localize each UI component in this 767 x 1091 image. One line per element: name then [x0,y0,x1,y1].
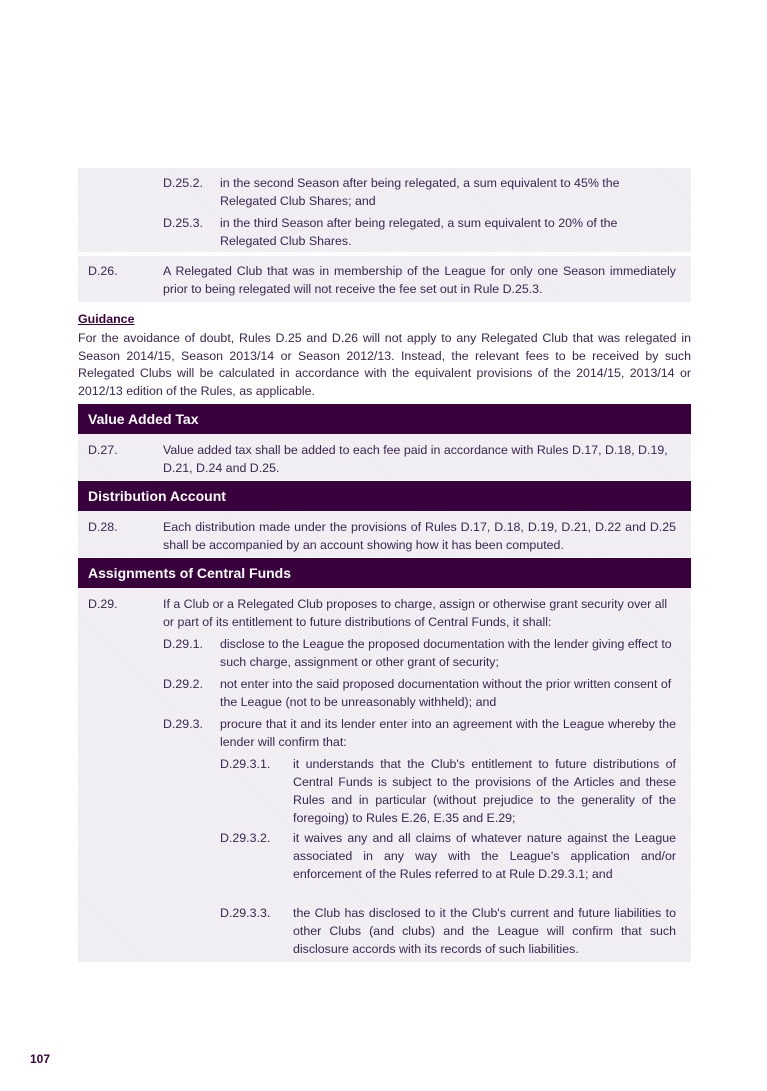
section-heading-assignments: Assignments of Central Funds [78,558,691,588]
rule-block-d26 [78,256,691,302]
rule-text-d25-2: in the second Season after being relegated, a sum equivalent to 45% the Relegated Club Shares; and [220,176,620,208]
section-heading-distribution: Distribution Account [78,481,691,511]
rule-number-d29-3-2: D.29.3.2. [220,831,271,845]
rule-number-d29-1: D.29.1. [163,637,203,651]
rule-text-d29-3-3: the Club has disclosed to it the Club's current and future liabilities to other Clubs (and clubs) and the League will confirm that such disclosure accords with its records of such liabilities. [293,906,676,956]
rule-text-d26: A Relegated Club that was in membership of the League for only one Season immediately prior to being relegated will not receive the fee set out in Rule D.25.3. [163,264,676,296]
rule-text-d29-3: procure that it and its lender enter into an agreement with the League whereby the lender will confirm that: [220,717,676,749]
rule-number-d29-3: D.29.3. [163,717,203,731]
rule-number-d27: D.27. [88,443,118,457]
rule-number-d29-3-1: D.29.3.1. [220,757,271,771]
rule-text-d25-3: in the third Season after being relegated, a sum equivalent to 20% of the Relegated Club Shares. [220,216,618,248]
guidance-text: For the avoidance of doubt, Rules D.25 and D.26 will not apply to any Relegated Club that was relegated in Season 2014/15, Season 2013/14 or Season 2012/13. Instead, the relevant fees to be received by such Relegated Clubs will be calculated in accordance with the equivalent provisions of the 2014/15, 2013/14 or 2012/13 edition of the Rules, as applicable. [78,331,691,398]
rule-number-d25-3: D.25.3. [163,216,203,230]
guidance-title: Guidance [78,312,135,326]
rule-text-d29-2: not enter into the said proposed documentation without the prior written consent of the League (not to be unreasonably withheld); and [220,677,672,709]
page-number: 107 [30,1052,51,1066]
rule-number-d29: D.29. [88,597,118,611]
rule-text-d27: Value added tax shall be added to each fee paid in accordance with Rules D.17, D.18, D.19, D.21, D.24 and D.25. [163,443,668,475]
rule-text-d29-3-2: it waives any and all claims of whatever nature against the League associated in any way with the League's application and/or enforcement of the Rules referred to at Rule D.29.3.1; and [293,831,676,881]
section-heading-vat: Value Added Tax [78,404,691,434]
rule-number-d25-2: D.25.2. [163,176,203,190]
rule-text-d29-1: disclose to the League the proposed documentation with the lender giving effect to such charge, assignment or other grant of security; [220,637,672,669]
rule-text-d28: Each distribution made under the provisions of Rules D.17, D.18, D.19, D.21, D.22 and D.25 shall be accompanied by an account showing how it has been computed. [163,520,676,552]
rule-text-d29: If a Club or a Relegated Club proposes to charge, assign or otherwise grant security over all or part of its entitlement to future distributions of Central Funds, it shall: [163,597,668,629]
rule-block-d28 [78,511,691,557]
rule-block-d29 [78,588,691,962]
rule-number-d29-3-3: D.29.3.3. [220,906,271,920]
rule-number-d26: D.26. [88,264,118,278]
rule-block-d27 [78,434,691,480]
rule-number-d29-2: D.29.2. [163,677,203,691]
rule-block-d25 [78,168,691,252]
rule-text-d29-3-1: it understands that the Club's entitlement to future distributions of Central Funds is subject to the provisions of the Articles and these Rules and in particular (without prejudice to the generality of the foregoing) to Rules E.26, E.35 and E.29; [293,757,676,825]
rule-number-d28: D.28. [88,520,118,534]
